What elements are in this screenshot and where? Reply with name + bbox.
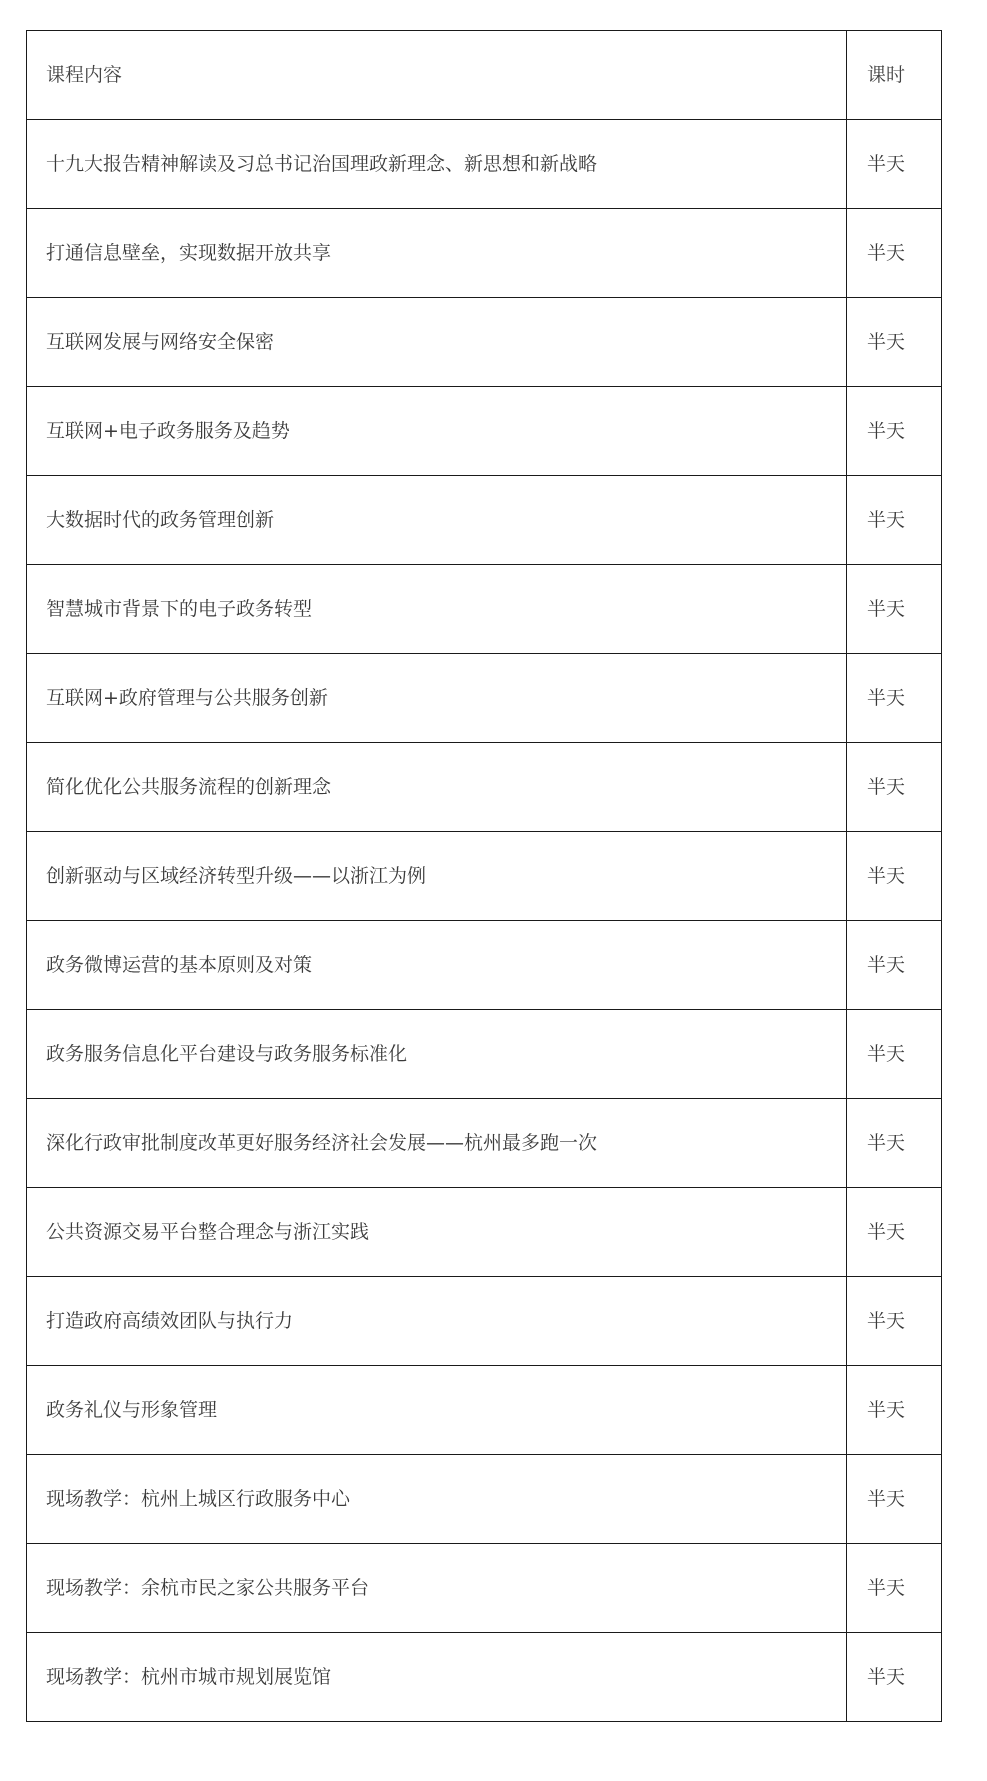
table-row: [27, 1277, 942, 1366]
course-content-cell: 打造政府高绩效团队与执行力: [27, 1277, 847, 1366]
course-content-cell: 现场教学：余杭市民之家公共服务平台: [27, 1544, 847, 1633]
course-hours-cell: 半天: [847, 1544, 942, 1633]
table-row: [27, 565, 942, 654]
table-row: [27, 743, 942, 832]
table-row: [27, 209, 942, 298]
course-content-cell: 大数据时代的政务管理创新: [27, 476, 847, 565]
course-hours-cell: 半天: [847, 565, 942, 654]
table-row: [27, 1544, 942, 1633]
course-hours-cell: 半天: [847, 298, 942, 387]
table-row: [27, 1633, 942, 1722]
course-content-cell: 创新驱动与区域经济转型升级——以浙江为例: [27, 832, 847, 921]
course-hours-cell: 半天: [847, 743, 942, 832]
table-row: [27, 476, 942, 565]
course-hours-cell: 半天: [847, 832, 942, 921]
course-hours-cell: 半天: [847, 476, 942, 565]
table-row: [27, 387, 942, 476]
table-row: [27, 921, 942, 1010]
course-hours-cell: 半天: [847, 209, 942, 298]
header-hours: 课时: [847, 31, 942, 120]
course-hours-cell: 半天: [847, 387, 942, 476]
course-content-cell: 智慧城市背景下的电子政务转型: [27, 565, 847, 654]
course-hours-cell: 半天: [847, 1188, 942, 1277]
table-row: [27, 1366, 942, 1455]
course-content-cell: 公共资源交易平台整合理念与浙江实践: [27, 1188, 847, 1277]
table-row: [27, 832, 942, 921]
table-header-row: [27, 31, 942, 120]
course-hours-cell: 半天: [847, 1010, 942, 1099]
course-content-cell: 互联网+电子政务服务及趋势: [27, 387, 847, 476]
table-row: [27, 1188, 942, 1277]
course-content-cell: 现场教学：杭州市城市规划展览馆: [27, 1633, 847, 1722]
table-row: [27, 1099, 942, 1188]
course-content-cell: 互联网发展与网络安全保密: [27, 298, 847, 387]
table-row: [27, 1455, 942, 1544]
course-hours-cell: 半天: [847, 1366, 942, 1455]
table-row: [27, 654, 942, 743]
course-content-cell: 简化优化公共服务流程的创新理念: [27, 743, 847, 832]
header-course-content: 课程内容: [27, 31, 847, 120]
table-row: [27, 298, 942, 387]
course-content-cell: 政务微博运营的基本原则及对策: [27, 921, 847, 1010]
course-content-cell: 深化行政审批制度改革更好服务经济社会发展——杭州最多跑一次: [27, 1099, 847, 1188]
course-hours-cell: 半天: [847, 1099, 942, 1188]
course-schedule-table: [26, 30, 942, 1722]
course-content-cell: 政务服务信息化平台建设与政务服务标准化: [27, 1010, 847, 1099]
course-content-cell: 政务礼仪与形象管理: [27, 1366, 847, 1455]
course-hours-cell: 半天: [847, 120, 942, 209]
table-row: [27, 1010, 942, 1099]
course-hours-cell: 半天: [847, 1277, 942, 1366]
course-content-cell: 十九大报告精神解读及习总书记治国理政新理念、新思想和新战略: [27, 120, 847, 209]
course-content-cell: 打通信息壁垒，实现数据开放共享: [27, 209, 847, 298]
course-hours-cell: 半天: [847, 1455, 942, 1544]
table-row: [27, 120, 942, 209]
course-hours-cell: 半天: [847, 921, 942, 1010]
course-content-cell: 现场教学：杭州上城区行政服务中心: [27, 1455, 847, 1544]
course-hours-cell: 半天: [847, 1633, 942, 1722]
course-content-cell: 互联网+政府管理与公共服务创新: [27, 654, 847, 743]
course-hours-cell: 半天: [847, 654, 942, 743]
